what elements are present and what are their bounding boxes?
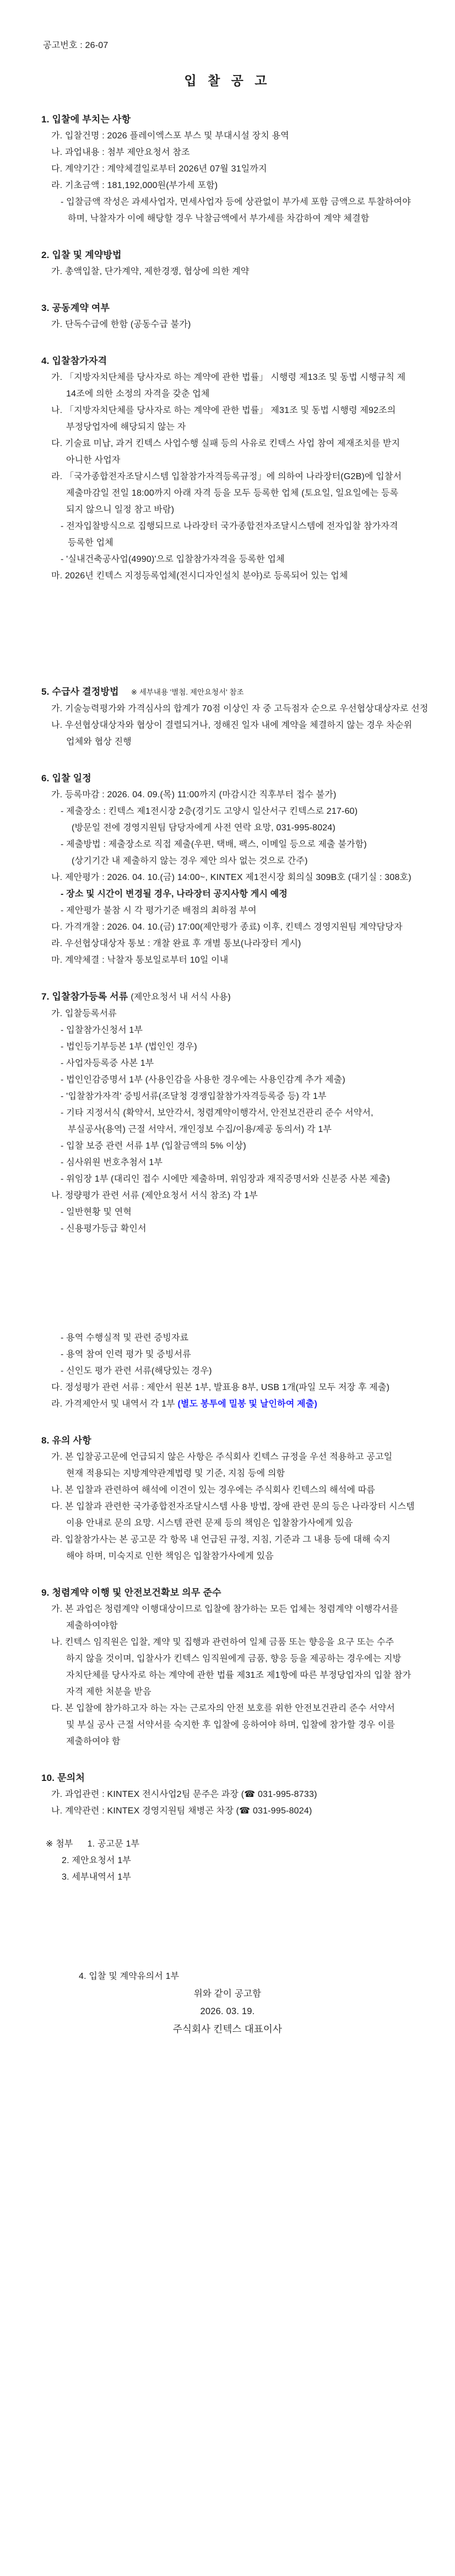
doc-line: - 입찰참가신청서 1부 xyxy=(61,1026,143,1035)
section-1-heading: 1. 입찰에 부치는 사항 xyxy=(41,114,131,125)
doc-line: 가. 과업관련 : KINTEX 전시사업2팀 문주은 과장 (☎ 031-995-8733) xyxy=(51,1790,317,1799)
doc-line: 이용 안내로 문의 요망. 시스템 관련 문제 등의 책임은 입찰참가사에게 있음 xyxy=(66,1518,353,1528)
doc-line: 제출마감일 전일 18:00까지 아래 자격 등을 모두 등록한 업체 (토요일, 일요일에는 등록 xyxy=(66,489,399,498)
doc-line: 나. 계약관련 : KINTEX 경영지원팀 채병곤 차장 (☎ 031-995-8024) xyxy=(51,1806,312,1816)
doc-line: 제출하여야함 xyxy=(66,1621,118,1630)
doc-line: 제출하여야 함 xyxy=(66,1737,121,1746)
doc-line: (상기기간 내 제출하지 않는 경우 제안 의사 없는 것으로 간주) xyxy=(72,856,308,866)
attachment-item: 4. 입찰 및 계약유의서 1부 xyxy=(79,1972,180,1981)
doc-line: - 기타 지정서식 (확약서, 보안각서, 청렴계약이행각서, 안전보건관리 준수 서약서, xyxy=(61,1108,373,1118)
section-5-heading-note: ※ 세부내용 '별첨. 제안요청서' 참조 xyxy=(131,688,244,696)
doc-line: 다. 계약기간 : 계약체결일로부터 2026년 07월 31일까지 xyxy=(51,164,267,174)
doc-line: 부정당업자에 해당되지 않는 자 xyxy=(66,422,186,432)
doc-line-emphasized: - 장소 및 시간이 변경될 경우, 나라장터 공지사항 게시 예정 xyxy=(61,889,288,899)
doc-line: 하지 않을 것이며, 입찰사가 킨텍스 임직원에게 금품, 향응 등을 제공하는 경우에는 지방 xyxy=(66,1654,402,1663)
doc-line: 가. 입찰등록서류 xyxy=(51,1009,117,1018)
doc-line: 가. 등록마감 : 2026. 04. 09.(목) 11:00까지 (마감시간 직후부터 접수 불가) xyxy=(51,790,337,799)
section-3-heading: 3. 공동계약 여부 xyxy=(41,303,110,313)
doc-line: 나. 정량평가 관련 서류 (제안요청서 서식 참조) 각 1부 xyxy=(51,1191,258,1200)
page-title: 입 찰 공 고 xyxy=(184,73,271,88)
doc-line: 되지 않으니 일정 참고 바람) xyxy=(66,505,175,514)
doc-line: 라. 「국가종합전자조달시스템 입찰참가자격등록규정」에 의하여 나라장터(G2B)에 입찰서 xyxy=(51,472,402,481)
doc-line: - 사업자등록증 사본 1부 xyxy=(61,1059,154,1068)
doc-line: - 위임장 1부 (대리인 접수 시에만 제출하며, 위임장과 재직증명서와 신분증 사본 제출) xyxy=(61,1174,391,1184)
doc-line: 하며, 낙찰자가 이에 해당할 경우 낙찰금액에서 부가세를 차감하여 계약 체결함 xyxy=(68,214,370,223)
doc-line: 업체와 협상 진행 xyxy=(66,737,132,747)
doc-line: 현재 적용되는 지방계약관계법령 및 기준, 지침 등에 의함 xyxy=(66,1469,285,1478)
doc-line: 가. 「지방자치단체를 당사자로 하는 계약에 관한 법률」 시행령 제13조 및 동법 시행규칙 제 xyxy=(51,373,406,382)
section-8-heading: 8. 유의 사항 xyxy=(41,1435,91,1446)
attachment-item: 3. 세부내역서 1부 xyxy=(62,1872,132,1882)
section-7-heading xyxy=(41,989,455,1006)
doc-line: 14조에 의한 소정의 자격을 갖춘 업체 xyxy=(66,389,210,399)
doc-line: 다. 본 입찰과 관련한 국가종합전자조달시스템 사용 방법, 장애 관련 문의 등은 나라장터 시스템 xyxy=(51,1502,415,1511)
doc-line: - 제출방법 : 제출장소로 직접 제출(우편, 택배, 팩스, 이메일 등으로 제출 불가함) xyxy=(61,840,367,849)
section-2-heading: 2. 입찰 및 계약방법 xyxy=(41,250,122,260)
doc-line: - 심사위원 번호추첨서 1부 xyxy=(61,1158,163,1167)
doc-line: 해야 하며, 미숙지로 인한 책임은 입찰참가사에게 있음 xyxy=(66,1552,274,1561)
doc-line: 마. 계약체결 : 낙찰자 통보일로부터 10일 이내 xyxy=(51,956,229,965)
section-7-heading-text: 7. 입찰참가등록 서류 xyxy=(41,991,128,1002)
doc-line: 부실공사(용역) 근절 서약서, 개인정보 수집/이용/제공 동의서) 각 1부 xyxy=(68,1125,332,1134)
doc-line: 아니한 사업자 xyxy=(66,455,121,465)
doc-line: 나. 우선협상대상자와 협상이 결렬되거나, 정해진 일자 내에 계약을 체결하지 않는 경우 차순위 xyxy=(51,721,413,730)
doc-line: 라. 기초금액 : 181,192,000원(부가세 포함) xyxy=(51,181,218,190)
section-6-heading: 6. 입찰 일정 xyxy=(41,773,91,783)
doc-line: - 입찰 보증 관련 서류 1부 (입찰금액의 5% 이상) xyxy=(61,1141,246,1151)
attachments-label: ※ 첨부 xyxy=(46,1839,73,1849)
section-7-heading-suffix: (제안요청서 내 서식 사용) xyxy=(131,992,231,1002)
doc-line-price xyxy=(51,1396,455,1413)
doc-line: 가. 단독수급에 한함 (공동수급 불가) xyxy=(51,320,191,329)
doc-line: 라. 우선협상대상자 통보 : 개찰 완료 후 개별 통보(나라장터 게시) xyxy=(51,939,301,948)
section-9-heading: 9. 청렴계약 이행 및 안전보건확보 의무 준수 xyxy=(41,1587,221,1598)
closing-date: 2026. 03. 19. xyxy=(200,2006,255,2016)
doc-line: 다. 정성평가 관련 서류 : 제안서 원본 1부, 발표용 8부, USB 1개(파일 모두 저장 후 제출) xyxy=(51,1383,390,1392)
doc-line: - 전자입찰방식으로 집행되므로 나라장터 국가종합전자조달시스템에 전자입찰 참가자격 xyxy=(61,522,398,531)
doc-line: 자치단체를 당사자로 하는 계약에 관한 법률 제31조 제1항에 따른 부정당업자의 입찰 참가 xyxy=(66,1671,411,1680)
closing-signer: 주식회사 킨텍스 대표이사 xyxy=(172,2024,283,2035)
doc-line: 나. 과업내용 : 첨부 제안요청서 참조 xyxy=(51,148,190,157)
doc-line: 다. 기술료 미납, 과거 킨텍스 사업수행 실패 등의 사유로 킨텍스 사업 참여 제재조치를 받지 xyxy=(51,439,400,448)
attachment-item: 2. 제안요청서 1부 xyxy=(62,1856,132,1865)
doc-line: - 용역 참여 인력 평가 및 증빙서류 xyxy=(61,1350,191,1359)
doc-line: - 입찰금액 작성은 과세사업자, 면세사업자 등에 상관없이 부가세 포함 금액으로 투찰하여야 xyxy=(61,197,411,207)
doc-line: - 법인인감증명서 1부 (사용인감을 사용한 경우에는 사용인감계 추가 제출) xyxy=(61,1075,345,1085)
doc-line: 가. 기술능력평가와 가격심사의 합계가 70점 이상인 자 중 고득점자 순으로 우선협상대상자로 선정 xyxy=(51,704,429,713)
section-5-heading xyxy=(41,684,455,701)
doc-line: 마. 2026년 킨텍스 지정등록업체(전시디자인설치 분야)로 등록되어 있는 업체 xyxy=(51,571,348,581)
price-line-highlight: (별도 봉투에 밀봉 및 날인하여 제출) xyxy=(177,1399,317,1409)
attachments-row xyxy=(46,1836,455,1853)
doc-line: - 신인도 평가 관련 서류(해당있는 경우) xyxy=(61,1366,212,1376)
doc-line: 나. 제안평가 : 2026. 04. 10.(금) 14:00~, KINTEX 제1전시장 회의실 309B호 (대기실 : 308호) xyxy=(51,873,411,882)
doc-line: 및 부실 공사 근절 서약서를 숙지한 후 입찰에 응하여야 하며, 입찰에 참가할 경우 이를 xyxy=(66,1720,396,1730)
doc-line: 가. 본 입찰공고문에 언급되지 않은 사항은 주식회사 킨텍스 규정을 우선 적용하고 공고일 xyxy=(51,1452,393,1462)
attachment-item: 1. 공고문 1부 xyxy=(87,1839,140,1849)
price-line-prefix: 라. 가격제안서 및 내역서 각 1부 xyxy=(51,1399,178,1409)
doc-line: - 용역 수행실적 및 관련 증빙자료 xyxy=(61,1333,189,1343)
doc-line: 라. 입찰참가사는 본 공고문 각 항목 내 언급된 규정, 지침, 기준과 그 내용 등에 대해 숙지 xyxy=(51,1535,391,1544)
section-10-heading: 10. 문의처 xyxy=(41,1773,85,1783)
doc-line: 자격 제한 처분을 받음 xyxy=(66,1687,151,1697)
doc-line: - '실내건축공사업(4990)'으로 입찰참가자격을 등록한 업체 xyxy=(61,555,285,564)
doc-line: 나. 킨텍스 임직원은 입찰, 계약 및 집행과 관련하여 일체 금품 또는 향응을 요구 또는 수주 xyxy=(51,1638,394,1647)
doc-line: 다. 가격개찰 : 2026. 04. 10.(금) 17:00(제안평가 종료) 이후, 킨텍스 경영지원팀 계약담당자 xyxy=(51,922,403,932)
doc-line: - 제출장소 : 킨텍스 제1전시장 2층(경기도 고양시 일산서구 킨텍스로 217-60) xyxy=(61,807,358,816)
section-4-heading: 4. 입찰참가자격 xyxy=(41,356,107,366)
doc-line: 등록한 업체 xyxy=(68,538,113,548)
notice-number: 공고번호 : 26-07 xyxy=(43,41,109,50)
section-5-heading-text: 5. 수급사 결정방법 xyxy=(41,686,119,697)
closing-statement: 위와 같이 공고함 xyxy=(193,1989,262,1999)
doc-line: - 신용평가등급 확인서 xyxy=(61,1224,147,1233)
doc-line: 가. 입찰건명 : 2026 플레이엑스포 부스 및 부대시설 장치 용역 xyxy=(51,131,289,141)
doc-line: 나. 「지방자치단체를 당사자로 하는 계약에 관한 법률」 제31조 및 동법 시행령 제92조의 xyxy=(51,406,396,415)
doc-line: (방문일 전에 경영지원팀 담당자에게 사전 연락 요망, 031-995-8024) xyxy=(72,823,336,833)
doc-line: 다. 본 입찰에 참가하고자 하는 자는 근로자의 안전 보호를 위한 안전보건관리 준수 서약서 xyxy=(51,1704,396,1713)
doc-line: 가. 본 과업은 청렴계약 이행대상이므로 입찰에 참가하는 모든 업체는 청렴계약 이행각서를 xyxy=(51,1604,399,1614)
doc-line: 나. 본 입찰과 관련하여 해석에 이견이 있는 경우에는 주식회사 킨텍스의 해석에 따름 xyxy=(51,1485,376,1495)
doc-line: - 법인등기부등본 1부 (법인인 경우) xyxy=(61,1042,197,1051)
doc-line: - '입찰참가자격' 증빙서류(조달청 경쟁입찰참가자격등록증 등) 각 1부 xyxy=(61,1092,327,1101)
doc-line: - 일반현황 및 연혁 xyxy=(61,1208,132,1217)
doc-line: - 제안평가 불참 시 각 평가기준 배점의 최하점 부여 xyxy=(61,906,257,915)
doc-line: 가. 총액입찰, 단가계약, 제한경쟁, 협상에 의한 계약 xyxy=(51,267,250,276)
